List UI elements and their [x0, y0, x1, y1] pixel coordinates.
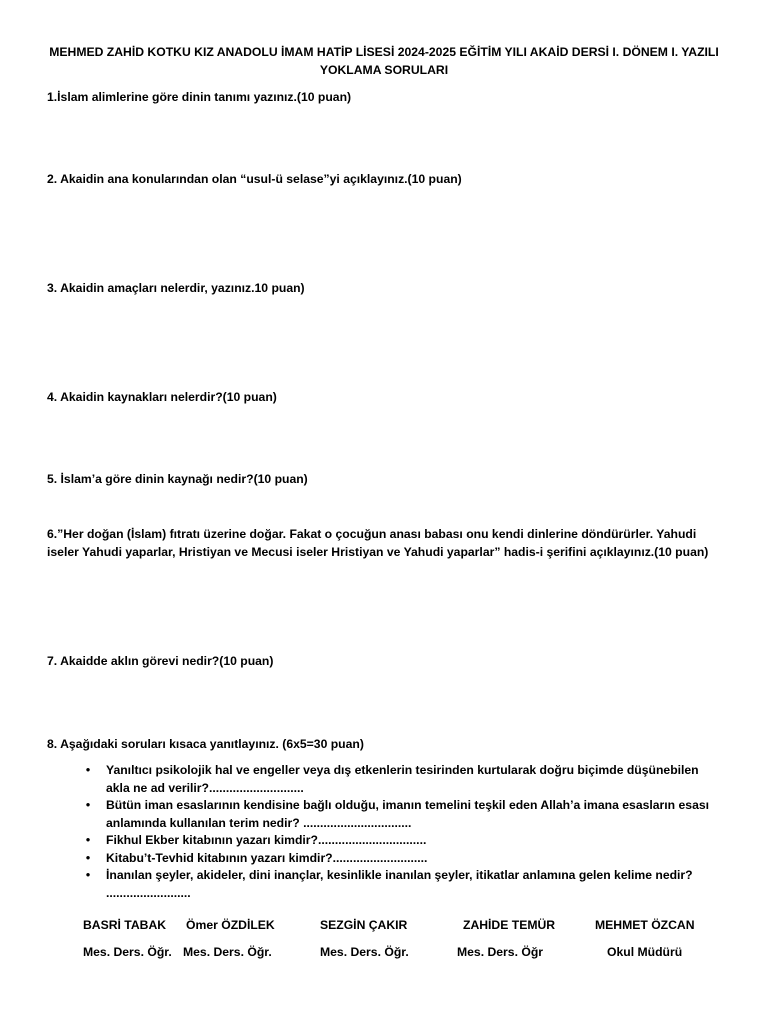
bullet-icon: •: [85, 833, 91, 847]
bullet-icon: •: [85, 798, 91, 812]
question-1: 1.İslam alimlerine göre dinin tanımı yazınız.(10 puan): [47, 90, 352, 104]
signature-role-4: Mes. Ders. Öğr: [457, 945, 544, 959]
list-item: [83, 867, 723, 902]
bullet-icon: •: [85, 763, 91, 777]
signature-name-3: SEZGİN ÇAKIR: [320, 918, 408, 932]
list-item: [83, 832, 723, 850]
question-5: 5. İslam’a göre dinin kaynağı nedir?(10 puan): [47, 472, 308, 486]
short-question-1: Yanıltıcı psikolojik hal ve engeller veya dış etkenlerin tesirinden kurtularak doğru biçimde düşünebilen akla ne ad verilir?............................: [106, 763, 699, 795]
question-8: 8. Aşağıdaki soruları kısaca yanıtlayınız. (6x5=30 puan): [47, 737, 364, 751]
signature-name-5: MEHMET ÖZCAN: [595, 918, 695, 932]
bullet-icon: •: [85, 850, 91, 865]
question-7: 7. Akaidde aklın görevi nedir?(10 puan): [47, 654, 274, 668]
signature-role-3: Mes. Ders. Öğr.: [320, 945, 409, 959]
question-6: 6.”Her doğan (İslam) fıtratı üzerine doğar. Fakat o çocuğun anası babası onu kendi dinlerine döndürürler. Yahudi iseler Yahudi yaparlar, Hristiyan ve Mecusi iseler Hristiyan ve Yahudi yaparlar” hadis-i şerifini açıklayınız.(10 puan): [47, 527, 709, 559]
exam-title: MEHMED ZAHİD KOTKU KIZ ANADOLU İMAM HATİP LİSESİ 2024-2025 EĞİTİM YILI AKAİD DERSİ I. DÖNEM I. YAZILI YOKLAMA SORULARI: [49, 45, 719, 77]
list-item: [83, 762, 723, 797]
short-question-4: Kitabu’t-Tevhid kitabının yazarı kimdir?............................: [106, 850, 428, 865]
short-question-2: Bütün iman esaslarının kendisine bağlı olduğu, imanın temelini teşkil eden Allah’a imana esasların esası anlamında kullanılan terim nedir? ................................: [106, 798, 710, 830]
signature-role-2: Mes. Ders. Öğr.: [183, 945, 272, 959]
question-4: 4. Akaidin kaynakları nelerdir?(10 puan): [47, 390, 277, 404]
signature-name-4: ZAHİDE TEMÜR: [463, 918, 556, 932]
bullet-icon: •: [85, 868, 91, 882]
short-question-list: [83, 762, 723, 902]
signature-role-5: Okul Müdürü: [607, 945, 683, 959]
list-item: [83, 850, 723, 868]
question-2: 2. Akaidin ana konularından olan “usul-ü selase”yi açıklayınız.(10 puan): [47, 172, 462, 186]
signature-name-2: Ömer ÖZDİLEK: [186, 918, 275, 932]
short-question-3: Fikhul Ekber kitabının yazarı kimdir?................................: [106, 833, 427, 847]
short-question-5: İnanılan şeyler, akideler, dini inançlar, kesinlikle inanılan şeyler, itikatlar anlamına gelen kelime nedir? .........................: [106, 868, 693, 900]
signature-role-1: Mes. Ders. Öğr.: [83, 945, 172, 959]
list-item: [83, 797, 723, 832]
signature-name-1: BASRİ TABAK: [83, 918, 167, 932]
question-3: 3. Akaidin amaçları nelerdir, yazınız.10 puan): [47, 281, 305, 295]
